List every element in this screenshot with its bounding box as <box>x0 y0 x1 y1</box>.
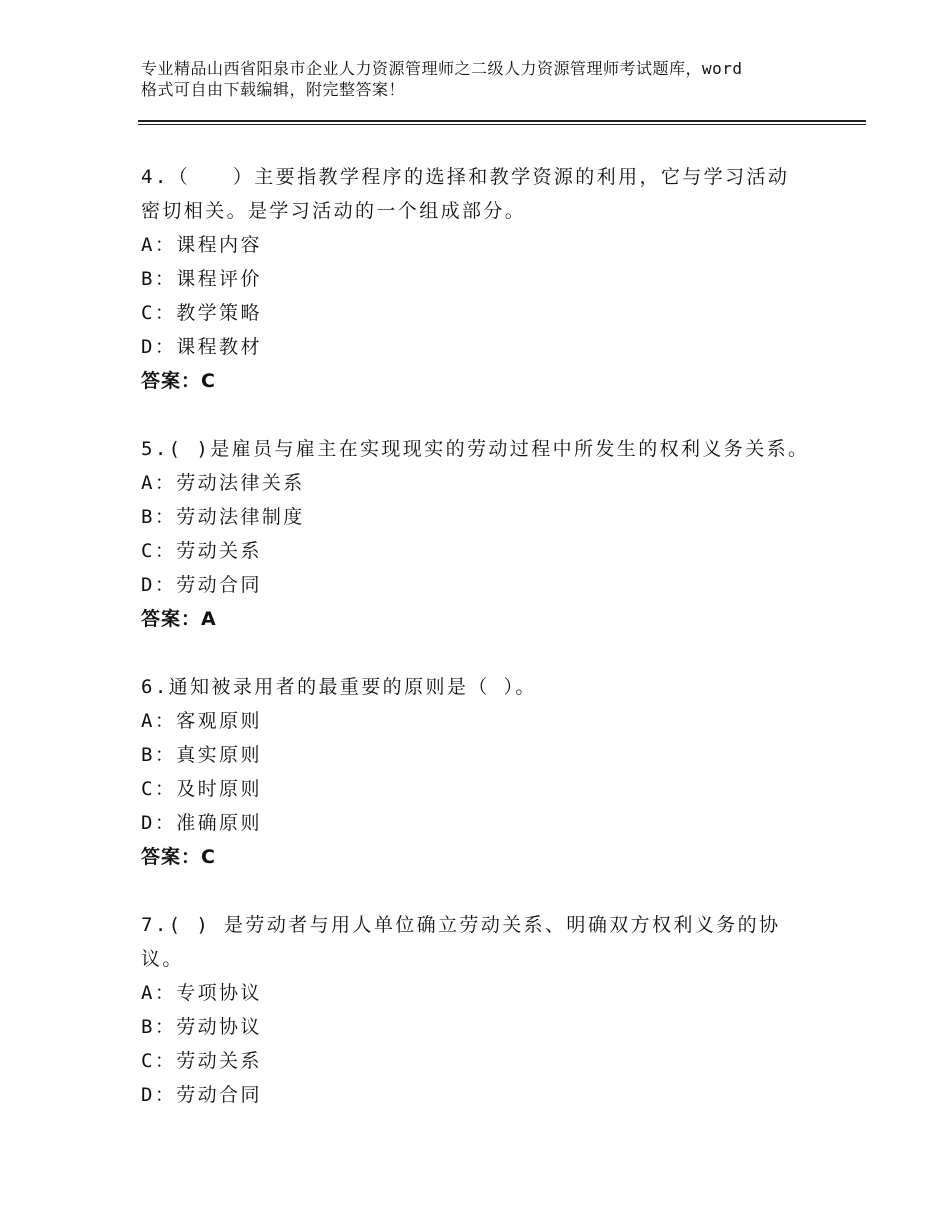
option-d: D：课程教材 <box>141 336 262 358</box>
option-b: B：劳动协议 <box>141 1016 262 1038</box>
answer-label: 答案：C <box>141 846 216 868</box>
option-a: A：课程内容 <box>141 234 262 256</box>
option-d: D：准确原则 <box>141 812 262 834</box>
question-list <box>141 160 841 1146</box>
option-c: C：教学策略 <box>141 302 262 324</box>
option-b: B：真实原则 <box>141 744 262 766</box>
answer-label: 答案：A <box>141 608 217 630</box>
question-5 <box>141 432 841 636</box>
option-d: D：劳动合同 <box>141 1084 262 1106</box>
question-stem-line: 7.( ) 是劳动者与用人单位确立劳动关系、明确双方权利义务的协 <box>141 914 781 936</box>
question-7 <box>141 908 841 1112</box>
document-header <box>141 58 841 100</box>
header-line-1: 专业精品山西省阳泉市企业人力资源管理师之二级人力资源管理师考试题库，word <box>141 59 743 78</box>
question-4 <box>141 160 841 398</box>
option-b: B：劳动法律制度 <box>141 506 305 528</box>
header-divider-thin <box>138 124 866 125</box>
option-c: C：劳动关系 <box>141 1050 262 1072</box>
answer-label: 答案：C <box>141 370 216 392</box>
option-d: D：劳动合同 <box>141 574 262 596</box>
option-c: C：劳动关系 <box>141 540 262 562</box>
option-a: A：客观原则 <box>141 710 262 732</box>
question-stem-line: 议。 <box>141 948 184 970</box>
option-c: C：及时原则 <box>141 778 262 800</box>
question-stem-line: 4.（ ）主要指教学程序的选择和教学资源的利用，它与学习活动 <box>141 166 790 188</box>
option-a: A：专项协议 <box>141 982 262 1004</box>
question-stem-line: 6.通知被录用者的最重要的原则是（ ）。 <box>141 676 537 698</box>
option-a: A：劳动法律关系 <box>141 472 305 494</box>
question-stem-line: 密切相关。是学习活动的一个组成部分。 <box>141 200 527 222</box>
question-stem-line: 5.( )是雇员与雇主在实现现实的劳动过程中所发生的权利义务关系。 <box>141 438 810 460</box>
header-divider-thick <box>138 120 866 122</box>
question-6 <box>141 670 841 874</box>
header-line-2: 格式可自由下载编辑，附完整答案！ <box>141 80 406 99</box>
option-b: B：课程评价 <box>141 268 262 290</box>
